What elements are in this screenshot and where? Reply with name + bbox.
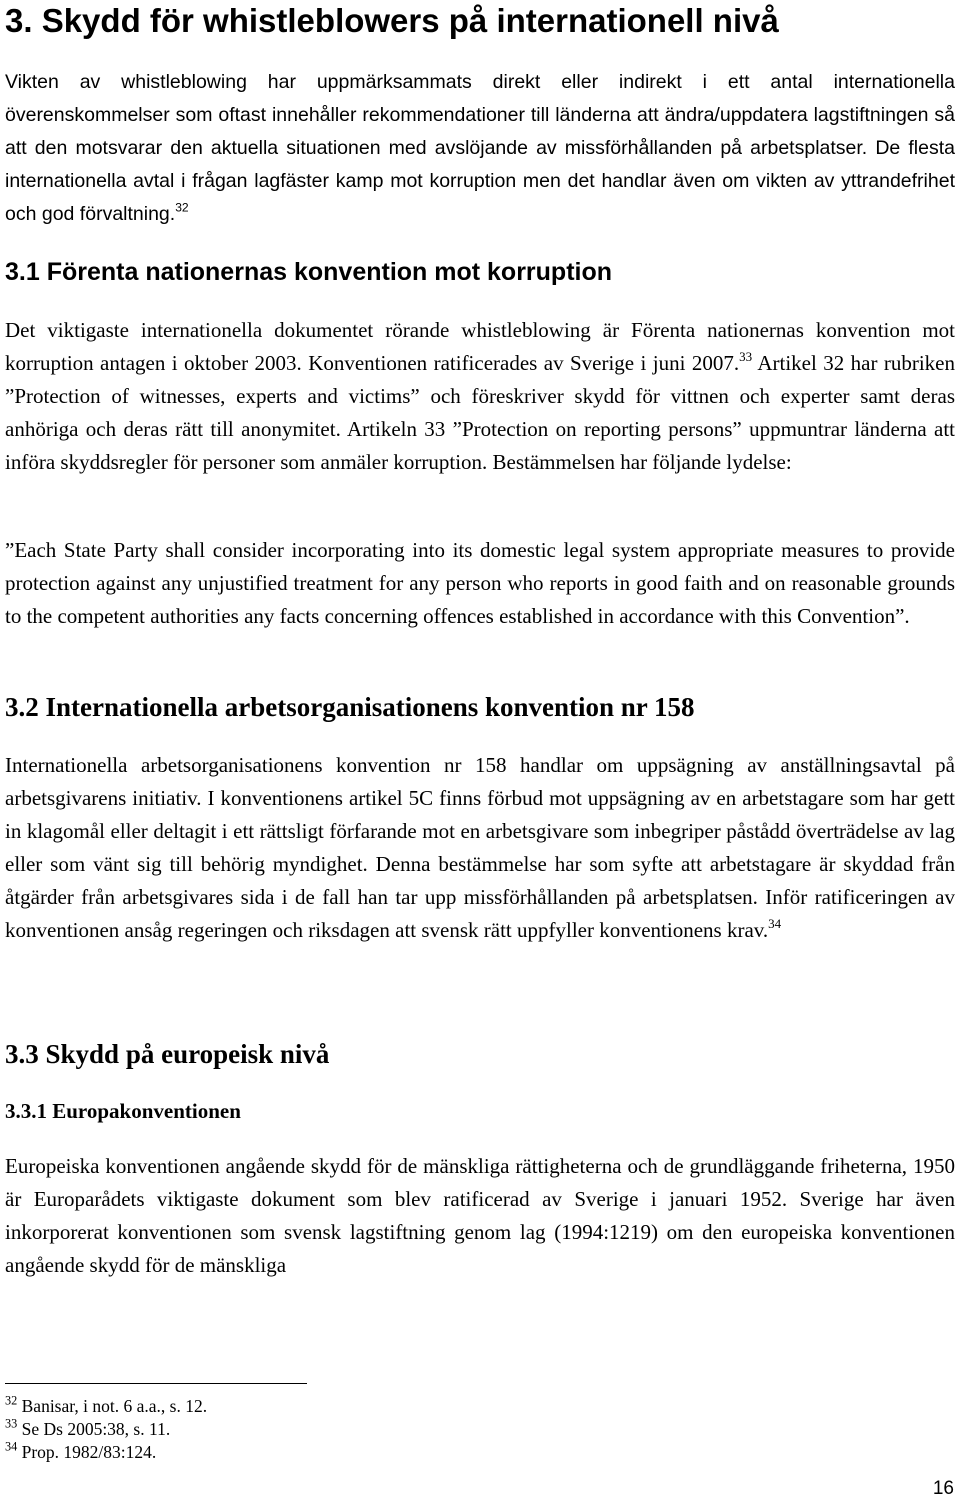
footnote-ref-34[interactable]: 34 (768, 915, 782, 931)
footnote-number: 33 (5, 1416, 18, 1431)
section-3-2-heading: 3.2 Internationella arbetsorganisationens konvention nr 158 (5, 692, 695, 722)
footnote-number: 34 (5, 1439, 18, 1454)
section-3-1-heading: 3.1 Förenta nationernas konvention mot korruption (5, 258, 613, 286)
footnote-text: Prop. 1982/83:124. (17, 1442, 157, 1462)
footnote-divider (5, 1383, 307, 1384)
intro-text: Vikten av whistleblowing har uppmärksammats direkt eller indirekt i ett antal internationella överenskommelser som oftast innehåller rekommendationer till länderna att ändra/uppdatera lagstiftningen så att den motsvarar den aktuella situationen med avslöjande av missförhållanden på arbetsplatser. De flesta internationella avtal i frågan lagfäster kamp mot korruption men det handlar även om vikten av yttrandefrihet och god förvaltning. (5, 71, 955, 225)
section-3-1-paragraph (5, 314, 955, 479)
footnote-text: Banisar, i not. 6 a.a., s. 12. (17, 1396, 208, 1416)
footnote-32 (5, 1393, 208, 1417)
footnote-text: Se Ds 2005:38, s. 11. (17, 1419, 171, 1439)
section-3-1-text-1: Det viktigaste internationella dokumentet rörande whistleblowing är Förenta nationernas konvention mot korruption antagen i oktober 2003. Konventionen ratificerades av Sverige i juni 2007. (5, 318, 955, 375)
page-title: 3. Skydd för whistleblowers på internationell nivå (5, 2, 779, 39)
footnote-34 (5, 1439, 157, 1463)
footnote-ref-33[interactable]: 33 (739, 348, 753, 364)
intro-paragraph (5, 66, 955, 231)
section-3-2-text: Internationella arbetsorganisationens konvention nr 158 handlar om uppsägning av anställningsavtal på arbetsgivarens initiativ. I konventionens artikel 5C finns förbud mot uppsägning av en arbetstagare som har gett in klagomål eller deltagit i ett rättsligt förfarande mot en arbetsgivare som inbegriper påstådd överträdelse av lag eller som vänt sig till behörig myndighet. Denna bestämmelse har som syfte att arbetstagare är skyddad från åtgärder från arbetsgivares sida i de fall han tar upp missförhållanden på arbetsplatsen. Inför ratificeringen av konventionen ansåg regeringen och riksdagen att svensk rätt uppfyller konventionens krav. (5, 753, 955, 942)
footnote-number: 32 (5, 1393, 18, 1408)
section-3-3-1-paragraph: Europeiska konventionen angående skydd för de mänskliga rättigheterna och de grundläggande friheterna, 1950 är Europarådets viktigaste dokument som blev ratificerad av Sverige i januari 1952. Sverige har även inkorporerat konventionen som svensk lagstiftning genom lag (1994:1219) om den europeiska konventionen angående skydd för de mänskliga (5, 1154, 955, 1277)
convention-quote: ”Each State Party shall consider incorporating into its domestic legal system appropriate measures to provide protection against any unjustified treatment for any person who reports in good faith and on reasonable grounds to the competent authorities any facts concerning offences established in accordance with this Convention”. (5, 538, 955, 628)
section-3-3-heading: 3.3 Skydd på europeisk nivå (5, 1039, 330, 1069)
page-number: 16 (932, 1478, 954, 1499)
section-3-2-paragraph (5, 749, 955, 947)
section-3-1-text-2: Artikel 32 har rubriken ”Protection of witnesses, experts and victims” och föreskriver skydd för vittnen och experter samt deras anhöriga och deras rätt till anonymitet. Artikeln 33 ”Protection on reporting persons” uppmuntrar länderna att införa skyddsregler för personer som anmäler korruption. Bestämmelsen har följande lydelse: (5, 351, 955, 474)
footnote-33 (5, 1416, 171, 1440)
footnote-ref-32[interactable]: 32 (175, 200, 189, 215)
section-3-3-1-heading: 3.3.1 Europakonventionen (5, 1099, 241, 1123)
